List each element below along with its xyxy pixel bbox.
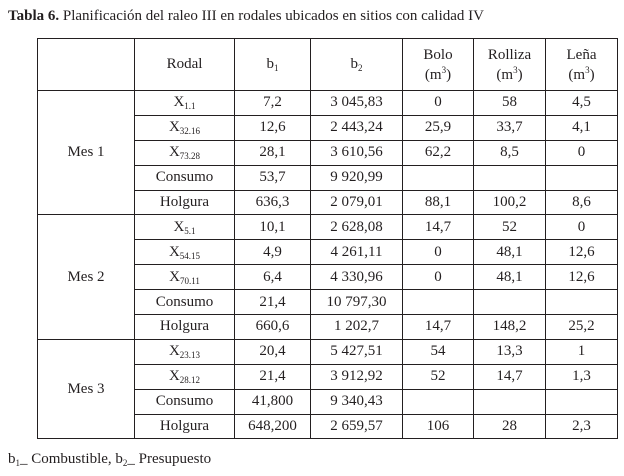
b2-cell: 9 920,99 <box>311 165 403 190</box>
rodal-cell: Consumo <box>135 165 235 190</box>
lena-cell: 12,6 <box>546 265 618 290</box>
bolo-cell: 52 <box>403 364 474 389</box>
bolo-cell: 106 <box>403 414 474 439</box>
b1-cell: 660,6 <box>235 315 311 340</box>
b2-cell: 3 610,56 <box>311 140 403 165</box>
rolliza-cell <box>474 165 546 190</box>
bolo-cell <box>403 165 474 190</box>
b2-cell: 4 330,96 <box>311 265 403 290</box>
rolliza-cell: 48,1 <box>474 240 546 265</box>
table-row <box>38 215 618 240</box>
rodal-cell: $X_{73.28}$ <box>135 140 235 165</box>
lena-cell <box>546 290 618 315</box>
lena-cell <box>546 389 618 414</box>
planning-table <box>37 38 618 439</box>
b1-cell: 20,4 <box>235 339 311 364</box>
rolliza-cell <box>474 290 546 315</box>
b1-cell: 4,9 <box>235 240 311 265</box>
b1-cell: 648,200 <box>235 414 311 439</box>
table-row <box>38 339 618 364</box>
b1-cell: 21,4 <box>235 364 311 389</box>
bolo-cell: 54 <box>403 339 474 364</box>
header-rodal: Rodal <box>135 39 235 91</box>
month-label: Mes 1 <box>38 91 135 215</box>
b1-cell: 6,4 <box>235 265 311 290</box>
rodal-cell: Holgura <box>135 190 235 215</box>
lena-cell: 1,3 <box>546 364 618 389</box>
b2-cell: 2 443,24 <box>311 115 403 140</box>
rodal-cell: $X_{5.1}$ <box>135 215 235 240</box>
rolliza-cell: 48,1 <box>474 265 546 290</box>
lena-cell: 0 <box>546 215 618 240</box>
lena-cell: 25,2 <box>546 315 618 340</box>
table-footnote: $b_1\_$ Combustible, $b_2\_$ Presupuesto <box>8 451 212 468</box>
b1-cell: 41,800 <box>235 389 311 414</box>
lena-cell: 2,3 <box>546 414 618 439</box>
rolliza-cell <box>474 389 546 414</box>
rolliza-cell: 13,3 <box>474 339 546 364</box>
b1-cell: 21,4 <box>235 290 311 315</box>
b1-cell: 10,1 <box>235 215 311 240</box>
b1-cell: 636,3 <box>235 190 311 215</box>
rolliza-cell: 33,7 <box>474 115 546 140</box>
rodal-cell: Holgura <box>135 315 235 340</box>
b2-cell: 4 261,11 <box>311 240 403 265</box>
bolo-cell: 0 <box>403 240 474 265</box>
bolo-cell: 0 <box>403 265 474 290</box>
rolliza-cell: 14,7 <box>474 364 546 389</box>
table-caption <box>8 6 484 26</box>
b2-cell: 3 912,92 <box>311 364 403 389</box>
rodal-cell: $X_{28.12}$ <box>135 364 235 389</box>
bolo-cell: 88,1 <box>403 190 474 215</box>
header-b1: $b_1$ <box>235 39 311 91</box>
rodal-cell: $X_{1.1}$ <box>135 91 235 116</box>
bolo-cell: 25,9 <box>403 115 474 140</box>
b2-cell: 9 340,43 <box>311 389 403 414</box>
rodal-cell: $X_{70.11}$ <box>135 265 235 290</box>
rolliza-cell: 8,5 <box>474 140 546 165</box>
table-row <box>38 91 618 116</box>
header-row <box>38 39 618 91</box>
lena-cell: 1 <box>546 339 618 364</box>
b2-cell: 10 797,30 <box>311 290 403 315</box>
rolliza-cell: 58 <box>474 91 546 116</box>
bolo-cell: 62,2 <box>403 140 474 165</box>
b1-cell: 7,2 <box>235 91 311 116</box>
lena-cell: 12,6 <box>546 240 618 265</box>
rolliza-cell: 52 <box>474 215 546 240</box>
rolliza-cell: 148,2 <box>474 315 546 340</box>
b1-cell: 12,6 <box>235 115 311 140</box>
lena-cell <box>546 165 618 190</box>
b2-cell: 3 045,83 <box>311 91 403 116</box>
bolo-cell: 14,7 <box>403 215 474 240</box>
lena-cell: 4,5 <box>546 91 618 116</box>
caption-label: Tabla 6. <box>8 8 60 24</box>
b2-cell: 1 202,7 <box>311 315 403 340</box>
header-empty-cell <box>38 39 135 91</box>
lena-cell: 0 <box>546 140 618 165</box>
rolliza-cell: 100,2 <box>474 190 546 215</box>
rodal-cell: $X_{32.16}$ <box>135 115 235 140</box>
bolo-cell <box>403 389 474 414</box>
b2-cell: 5 427,51 <box>311 339 403 364</box>
rodal-cell: $X_{54.15}$ <box>135 240 235 265</box>
header-b2: $b_2$ <box>311 39 403 91</box>
header-lena: Leña $(m^3)$ <box>546 39 618 91</box>
b1-cell: 53,7 <box>235 165 311 190</box>
rodal-cell: Consumo <box>135 389 235 414</box>
bolo-cell: 0 <box>403 91 474 116</box>
rolliza-cell: 28 <box>474 414 546 439</box>
rodal-cell: Consumo <box>135 290 235 315</box>
b1-cell: 28,1 <box>235 140 311 165</box>
rodal-cell: $X_{23.13}$ <box>135 339 235 364</box>
month-label: Mes 3 <box>38 339 135 439</box>
b2-cell: 2 628,08 <box>311 215 403 240</box>
lena-cell: 4,1 <box>546 115 618 140</box>
header-bolo: Bolo $(m^3)$ <box>403 39 474 91</box>
header-rolliza: Rolliza $(m^3)$ <box>474 39 546 91</box>
caption-text: Planificación del raleo III en rodales ubicados en sitios con calidad IV <box>59 8 484 24</box>
month-label: Mes 2 <box>38 215 135 339</box>
lena-cell: 8,6 <box>546 190 618 215</box>
bolo-cell: 14,7 <box>403 315 474 340</box>
b2-cell: 2 659,57 <box>311 414 403 439</box>
rodal-cell: Holgura <box>135 414 235 439</box>
b2-cell: 2 079,01 <box>311 190 403 215</box>
bolo-cell <box>403 290 474 315</box>
